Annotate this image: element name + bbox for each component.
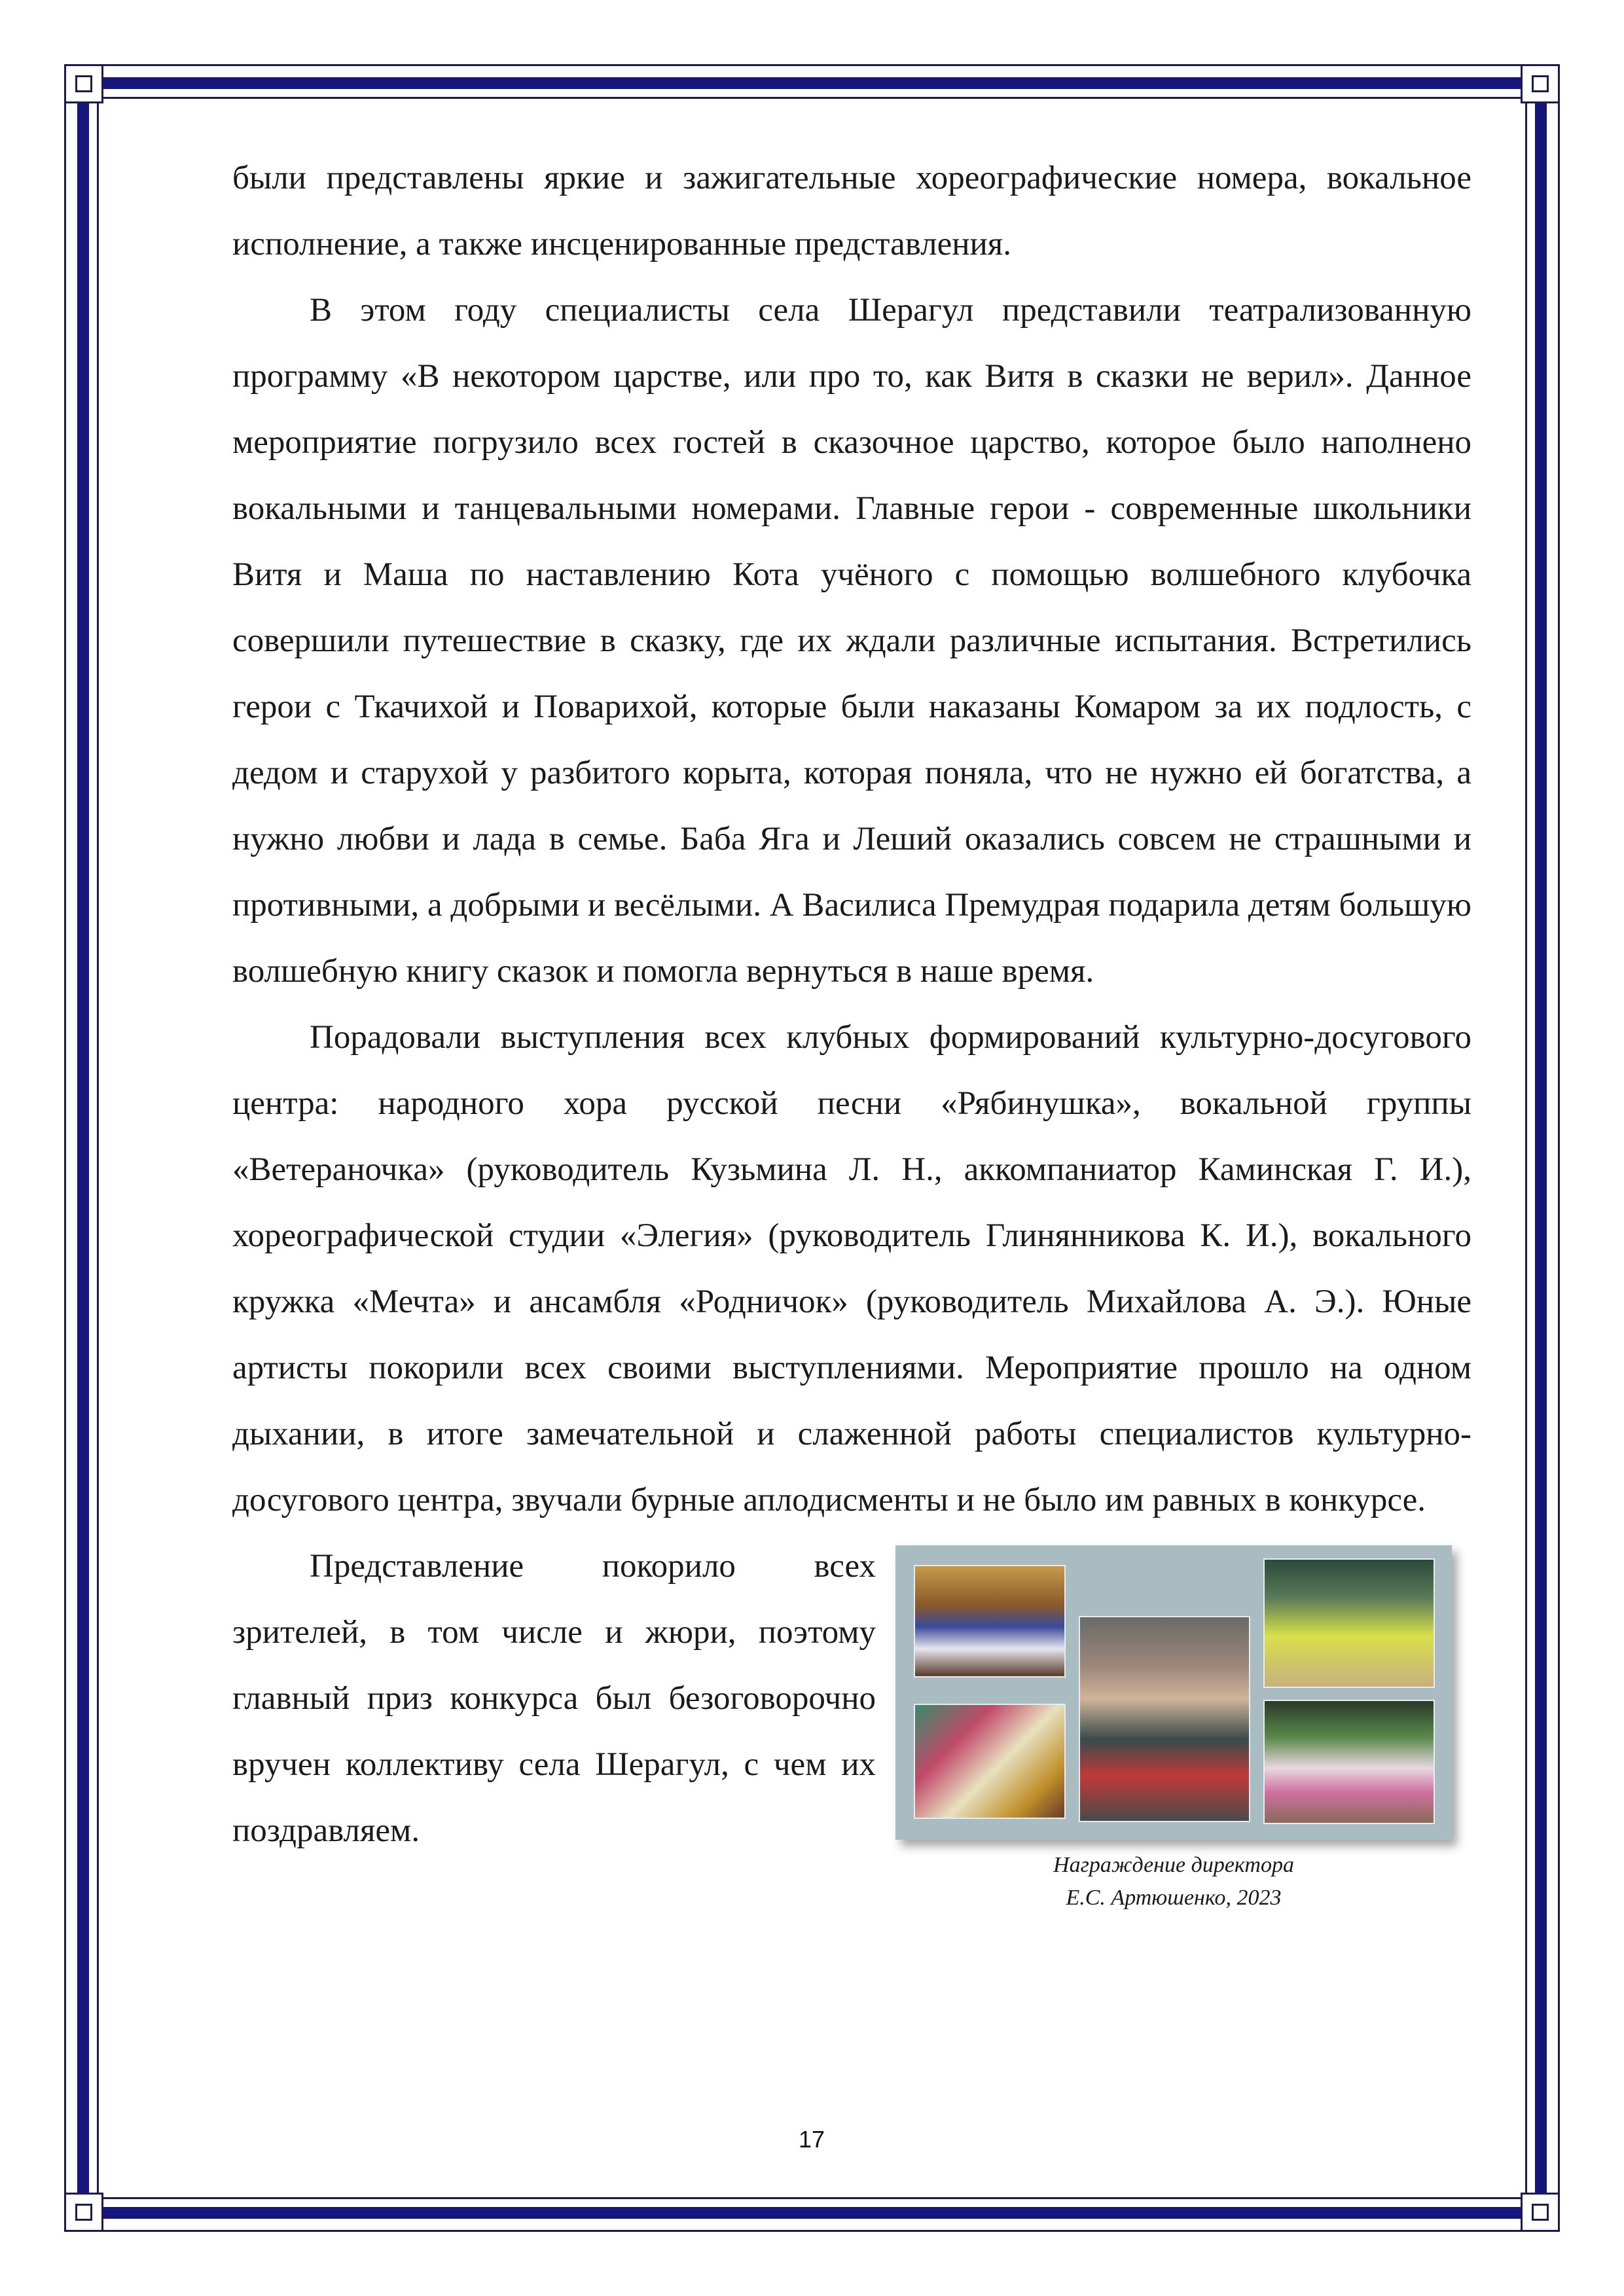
figure-caption — [895, 1849, 1452, 1914]
caption-line: Награждение директора — [1053, 1853, 1294, 1877]
frame-corner-ornament — [64, 2193, 103, 2232]
paragraph-theatre-program: В этом году специалисты села Шерагул представили театрализованную программу «В некотором царстве, или про то, как Витя в сказки не верил». Данное мероприятие погрузило всех гостей в сказочное царство, которое было наполнено вокальными и танцевальными номерами. Главные герои - современные школьники Витя и Маша по наставлению Кота учёного с помощью волшебного клубочка совершили путешествие в сказку, где их ждали различные испытания. Встретились герои с Ткачихой и Поварихой, которые были наказаны Комаром за их подлость, с дедом и старухой у разбитого корыта, которая поняла, что не нужно ей богатства, а нужно любви и лада в семье. Баба Яга и Леший оказались совсем не страшными и противными, а добрыми и весёлыми. А Василиса Премудрая подарила детям большую волшебную книгу сказок и помогла вернуться в наше время. — [232, 292, 1471, 990]
photo-fairytale-scene — [914, 1704, 1066, 1819]
photo-dance-group — [1263, 1558, 1435, 1688]
page-number: 17 — [798, 2126, 825, 2153]
photo-award-ceremony — [1079, 1616, 1250, 1822]
frame-corner-ornament — [64, 64, 103, 103]
caption-line: Е.С. Артюшенко, 2023 — [1066, 1886, 1282, 1910]
photo-stage-choir — [914, 1565, 1066, 1677]
frame-corner-ornament — [1521, 2193, 1560, 2232]
frame-corner-ornament — [1521, 64, 1560, 103]
paragraph-grand-prize: Представление покорило всех зрителей, в том числе и жюри, поэтому главный приз конкурса был безоговорочно вручен коллективу села Шерагул, с чем их поздравляем. — [232, 1548, 876, 1849]
paragraph-club-performances: Порадовали выступления всех клубных формирований культурно-досугового центра: народного хора русской песни «Рябинушка», вокальной группы «Ветераночка» (руководитель Кузьмина Л. Н., аккомпаниатор Каминская Г. И.), хореографической студии «Элегия» (руководитель Глинянникова К. И.), вокального кружка «Мечта» и ансамбля «Родничок» (руководитель Михайлова А. Э.). Юные артисты покорили всех своими выступлениями. Мероприятие прошло на одном дыхании, в итоге замечательной и слаженной работы специалистов культурно-досугового центра, звучали бурные аплодисменты и не было им равных в конкурсе. — [232, 1019, 1471, 1518]
article-body — [232, 145, 1471, 1914]
award-figure — [895, 1545, 1471, 1914]
photo-collage — [895, 1545, 1452, 1840]
photo-children-ensemble — [1263, 1700, 1435, 1824]
paragraph-continuation: были представлены яркие и зажигательные хореографические номера, вокальное исполнение, а также инсценированные представления. — [232, 160, 1471, 262]
